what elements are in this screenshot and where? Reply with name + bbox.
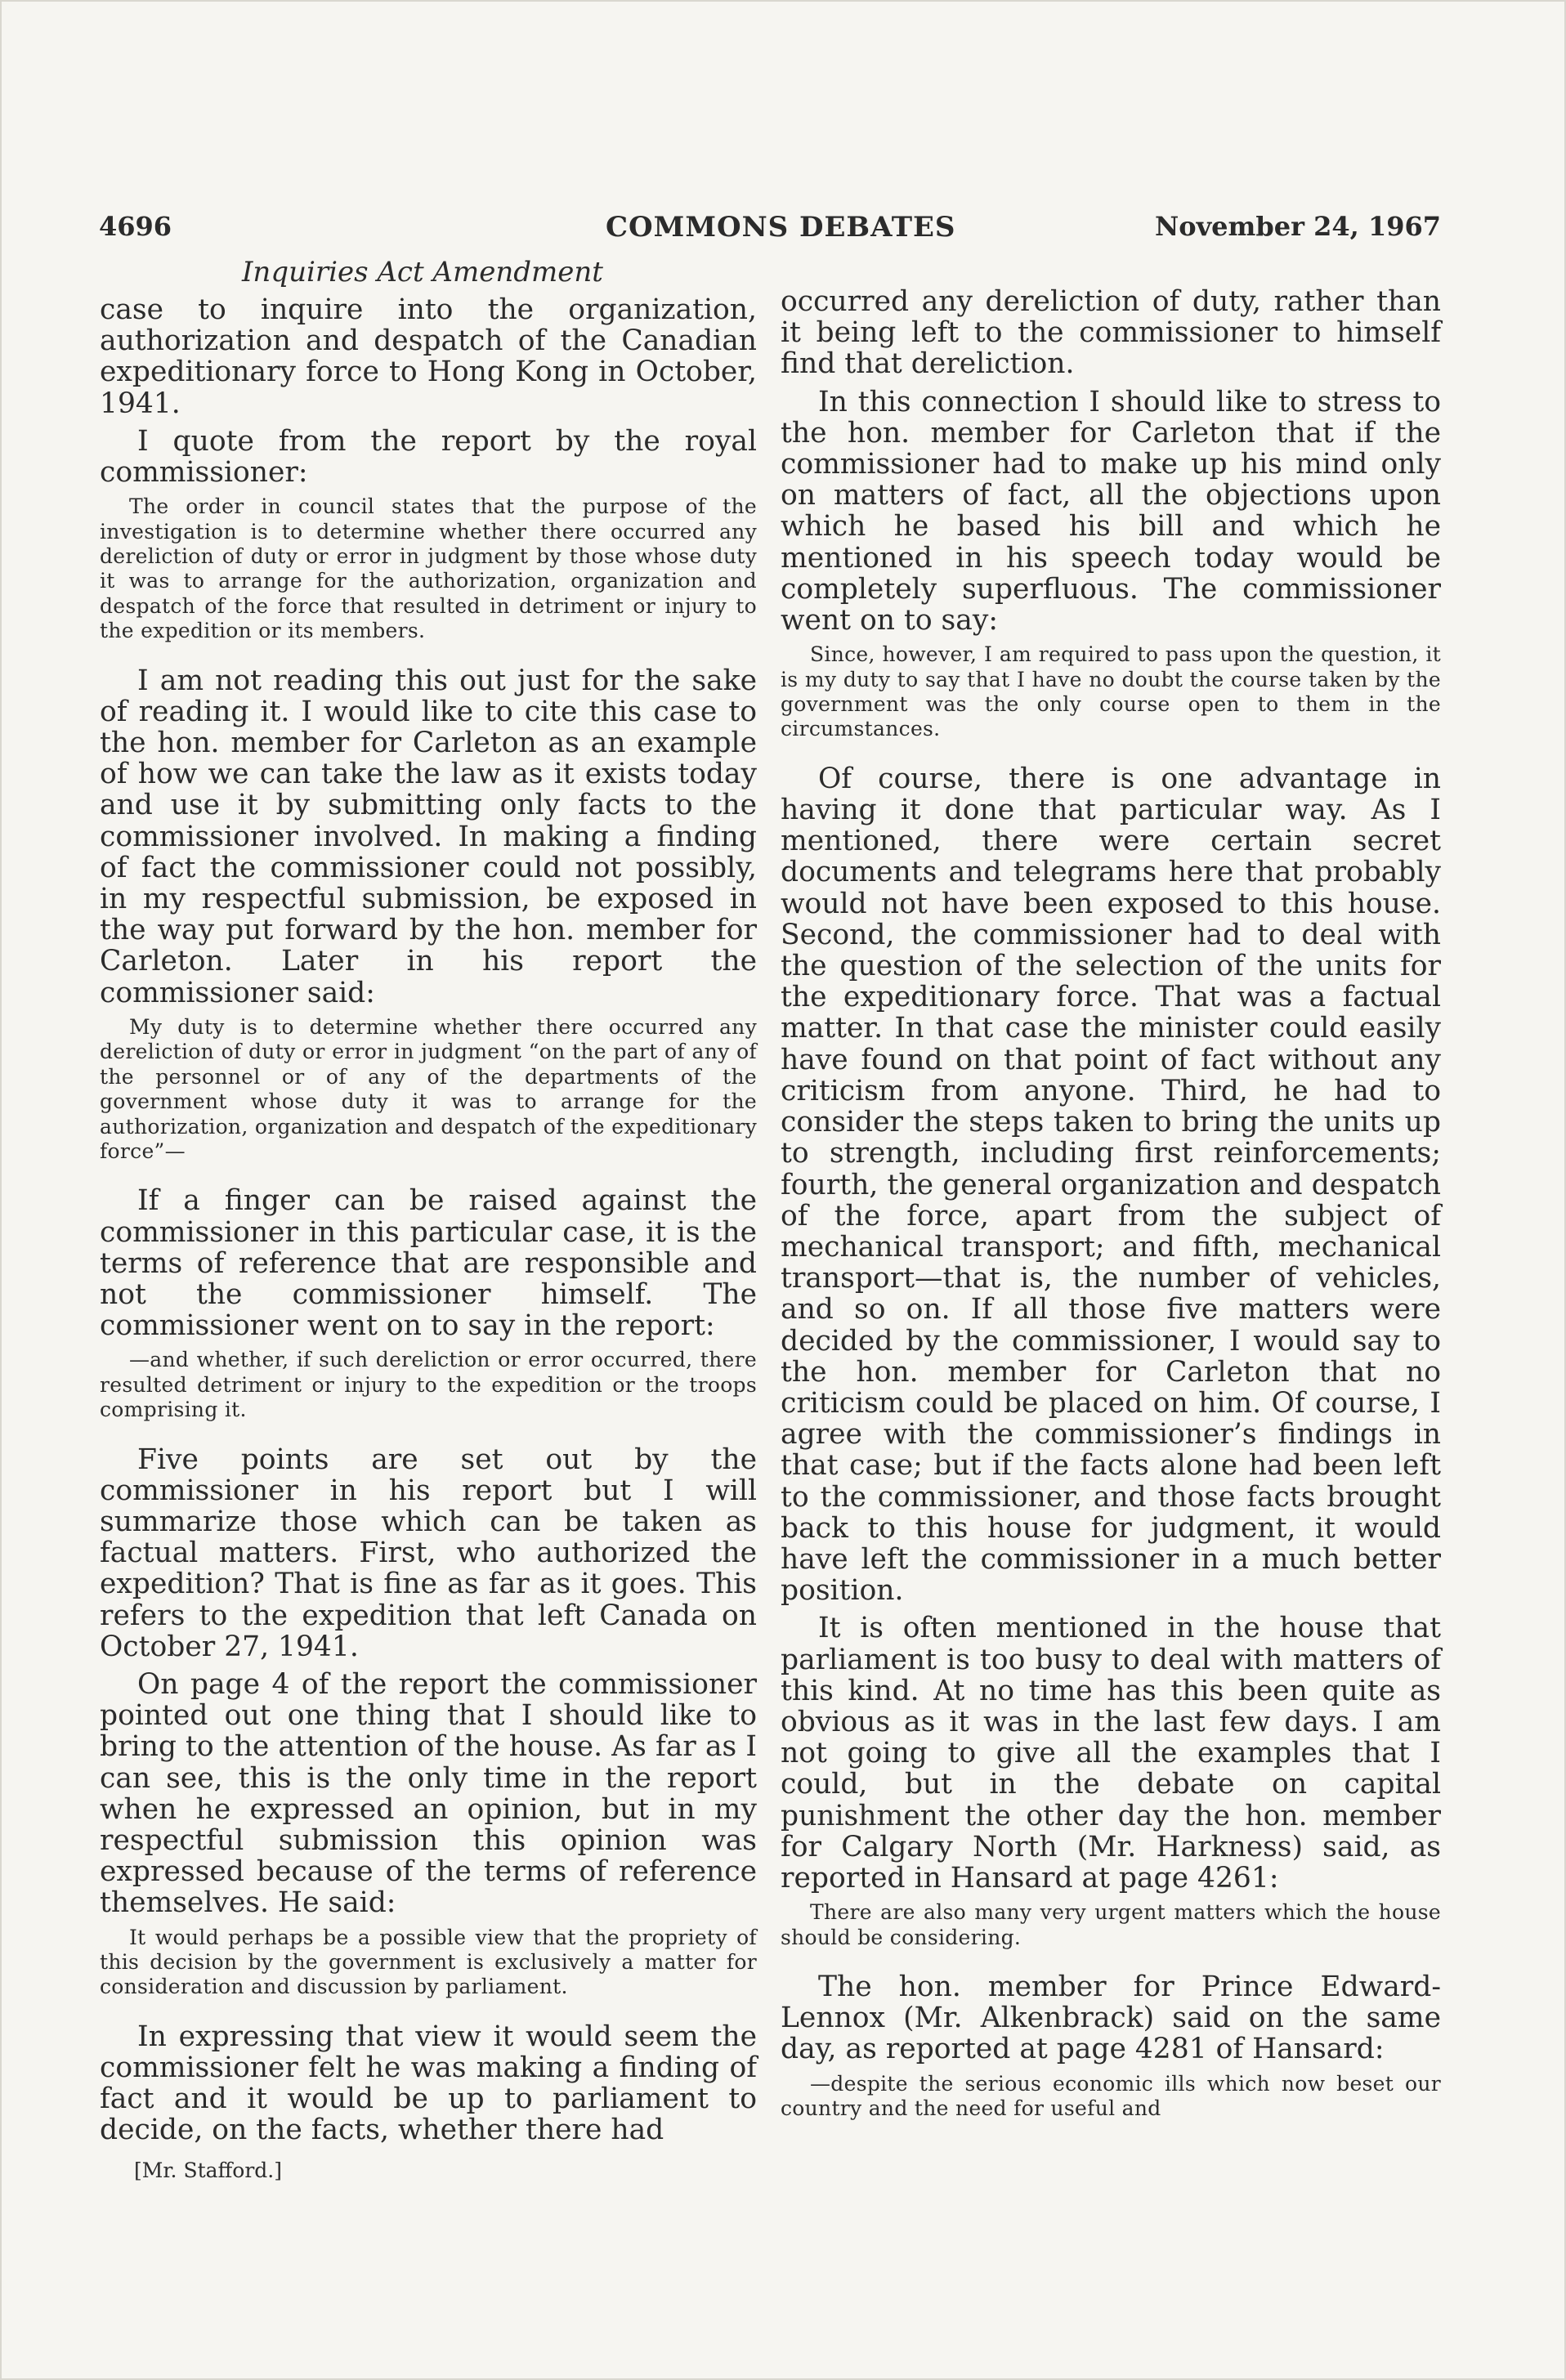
paragraph: The hon. member for Prince Edward-Lennox (Mr. Alkenbrack) said on the same day, as reported at page 4281 of Hansard: [781,1970,1441,2066]
issue-date: November 24, 1967 [1154,211,1441,242]
paragraph: It is often mentioned in the house that parliament is too busy to deal with matters of this kind. At no time has this been quite as obvious as it was in the last few days. I am not going to give all the examples that I could, but in the debate on capital punishment the other day the hon. member for Calgary North (Mr. Harkness) said, as reported in Hansard at page 4261: [781,1612,1441,1895]
page-number: 4696 [99,211,172,242]
paragraph: Of course, there is one advantage in having it done that particular way. As I mentioned, there were certain secret documents and telegrams here that probably would not have been exposed to this house. Second, the commissioner had to deal with the question of the selection of the units for the expeditionary force. That was a factual matter. In that case the minister could easily have found on that point of fact without any criticism from anyone. Third, he had to consider the steps taken to bring the units up to strength, including first reinforcements; fourth, the general organization and despatch of the force, apart from the subject of mechanical transport; and fifth, mechanical transport—that is, the number of vehicles, and so on. If all those five matters were decided by the commissioner, I would say to the hon. member for Carleton that no criticism could be placed on him. Of course, I agree with the commissioner’s findings in that case; but if the facts alone had been left to the commissioner, and those facts brought back to this house for judgment, it would have left the commissioner in a much better position. [781,762,1441,1608]
block-quote: The order in council states that the purpose of the investigation is to determine whether there occurred any dereliction of duty or error in judgment by those whose duty it was to arrange for the authorization, organization and despatch of the force that resulted in detriment or injury to the expedition or its members. [100,494,757,643]
block-quote: There are also many very urgent matters which the house should be considering. [781,1900,1441,1949]
left-column [100,294,757,2153]
block-quote: My duty is to determine whether there occurred any dereliction of duty or error in judgment “on the part of any of the personnel or of any of the departments of the government whose duty it was to arrange for the authorization, organization and despatch of the expeditionary force”— [100,1014,757,1163]
paragraph: I quote from the report by the royal commissioner: [100,424,757,490]
section-title: Inquiries Act Amendment [242,256,603,289]
publication-title: COMMONS DEBATES [606,211,956,244]
paragraph: Five points are set out by the commissioner in his report but I will summarize those which can be taken as factual matters. First, who authorized the expedition? That is fine as far as it goes. This refers to the expedition that left Canada on October 27, 1941. [100,1443,757,1663]
paragraph: I am not reading this out just for the sake of reading it. I would like to cite this case to the hon. member for Carleton as an example of how we can take the law as it exists today and use it by submitting only facts to the commissioner involved. In making a finding of fact the commissioner could not possibly, in my respectful submission, be exposed in the way put forward by the hon. member for Carleton. Later in his report the commissioner said: [100,664,757,1009]
paragraph: If a finger can be raised against the commissioner in this particular case, it is the terms of reference that are responsible and not the commissioner himself. The commissioner went on to say in the report: [100,1184,757,1343]
paragraph: On page 4 of the report the commissioner pointed out one thing that I should like to bring to the attention of the house. As far as I can see, this is the only time in the report when he expressed an opinion, but in my respectful submission this opinion was expressed because of the terms of reference themselves. He said: [100,1667,757,1920]
block-quote: Since, however, I am required to pass upon the question, it is my duty to say that I have no doubt the course taken by the government was the only course open to them in the circumstances. [781,642,1441,741]
paragraph: occurred any dereliction of duty, rather than it being left to the commissioner to himself find that dereliction. [781,285,1441,381]
block-quote: —despite the serious economic ills which now beset our country and the need for useful and [781,2071,1441,2120]
paragraph: In this connection I should like to stress to the hon. member for Carleton that if the commissioner had to make up his mind only on matters of fact, all the objections upon which he based his bill and which he mentioned in his speech today would be completely superfluous. The commissioner went on to say: [781,385,1441,638]
block-quote: —and whether, if such dereliction or error occurred, there resulted detriment or injury to the expedition or the troops comprising it. [100,1348,757,1422]
paragraph: In expressing that view it would seem the commissioner felt he was making a finding of fact and it would be up to parliament to decide, on the facts, whether there had [100,2020,757,2147]
right-column [781,286,1441,2142]
paragraph: case to inquire into the organization, authorization and despatch of the Canadian expeditionary force to Hong Kong in October, 1941. [100,293,757,420]
block-quote: It would perhaps be a possible view that the propriety of this decision by the government is exclusively a matter for consideration and discussion by parliament. [100,1925,757,1999]
page-header [99,211,1441,250]
speaker-footer: [Mr. Stafford.] [134,2159,282,2182]
